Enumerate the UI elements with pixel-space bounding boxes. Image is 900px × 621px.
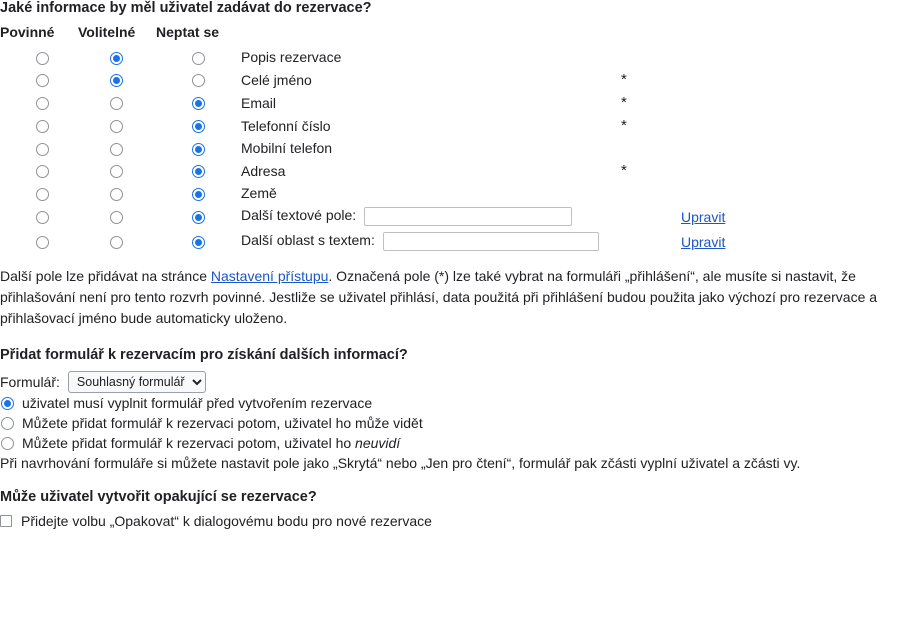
table-row (0, 204, 771, 229)
radio-required[interactable] (36, 211, 49, 224)
radio-optional-cell[interactable] (78, 229, 156, 254)
required-star: * (621, 71, 627, 88)
radio-optional[interactable] (110, 120, 123, 133)
required-star: * (621, 162, 627, 179)
radio-required-cell[interactable] (0, 46, 78, 68)
radio-dont-ask[interactable] (192, 97, 205, 110)
table-row (0, 68, 771, 91)
edit-cell (681, 137, 771, 159)
recurring-checkbox-row[interactable] (0, 505, 900, 529)
radio-dont-ask-cell[interactable] (156, 91, 241, 114)
table-row (0, 182, 771, 204)
field-label: Celé jméno (241, 71, 312, 88)
edit-cell (681, 182, 771, 204)
required-star: * (621, 117, 627, 134)
field-label: Další oblast s textem: (241, 232, 375, 249)
fields-section-title: Jaké informace by měl uživatel zadávat do rezervace? (0, 0, 372, 16)
edit-link-cell (681, 204, 771, 229)
required-star (621, 182, 681, 204)
radio-optional[interactable] (110, 236, 123, 249)
form-section-title: Přidat formulář k rezervacím pro získání dalších informací? (0, 347, 408, 363)
column-header-required: Povinné (0, 24, 55, 40)
radio-required[interactable] (36, 236, 49, 249)
info-paragraph (0, 254, 880, 329)
table-row (0, 46, 771, 68)
form-option-label (22, 435, 400, 451)
radio-dont-ask-cell[interactable] (156, 137, 241, 159)
access-settings-link[interactable]: Nastavení přístupu (210, 268, 329, 284)
radio-dont-ask[interactable] (192, 120, 205, 133)
field-label: Země (241, 185, 277, 201)
form-option-after-visible[interactable] (0, 413, 900, 433)
field-label: Mobilní telefon (241, 140, 333, 156)
radio-required-cell[interactable] (0, 114, 78, 137)
required-star (621, 46, 681, 68)
repeat-option-checkbox[interactable] (0, 515, 12, 527)
radio-required[interactable] (36, 74, 49, 87)
fields-table-wrapper (0, 16, 900, 254)
radio-optional[interactable] (110, 165, 123, 178)
radio-required-cell[interactable] (0, 159, 78, 182)
column-header-field (241, 24, 621, 46)
radio-optional-cell[interactable] (78, 137, 156, 159)
radio-optional[interactable] (110, 143, 123, 156)
table-row (0, 137, 771, 159)
radio-required[interactable] (36, 143, 49, 156)
radio-optional-cell[interactable] (78, 68, 156, 91)
edit-cell (681, 46, 771, 68)
radio-form-after-visible[interactable] (1, 417, 14, 430)
radio-dont-ask-cell[interactable] (156, 204, 241, 229)
radio-dont-ask[interactable] (192, 74, 205, 87)
info-paragraph-part2: . Označená pole (*) lze také vybrat na formuláři „přihlášení“, ale musíte si nastavit, že přihlašování není pro tento rozvrh povinné. Jestliže se uživatel přihlásí, data použitá při přihlášení budou použita jako výchozí pro rezervace a přihlašovací jméno bude automaticky uloženo. (0, 268, 878, 326)
radio-required-cell[interactable] (0, 229, 78, 254)
edit-cell (681, 68, 771, 91)
extra-text-field-input[interactable] (364, 207, 572, 226)
field-label-with-input (241, 204, 621, 229)
radio-optional-cell[interactable] (78, 159, 156, 182)
form-note: Při navrhování formuláře si můžete nastavit pole jako „Skrytá“ nebo „Jen pro čtení“, formulář pak zčásti vyplní uživatel a zčásti vy. (0, 455, 801, 471)
radio-optional-cell[interactable] (78, 182, 156, 204)
radio-optional[interactable] (110, 74, 123, 87)
recurring-section (0, 471, 900, 529)
radio-optional-cell[interactable] (78, 114, 156, 137)
edit-link[interactable]: Upravit (681, 233, 726, 250)
radio-optional-cell[interactable] (78, 91, 156, 114)
column-header-dont-ask: Neptat se (156, 24, 220, 40)
extra-textarea-field-input[interactable] (383, 232, 599, 251)
column-header-edit (681, 24, 771, 46)
field-label: Adresa (241, 162, 286, 179)
form-option-after-hidden[interactable] (0, 433, 900, 453)
table-row (0, 91, 771, 114)
radio-dont-ask[interactable] (192, 165, 205, 178)
radio-dont-ask-cell[interactable] (156, 46, 241, 68)
table-row (0, 114, 771, 137)
required-star (621, 204, 681, 229)
field-label: Další textové pole: (241, 207, 357, 224)
radio-required[interactable] (36, 165, 49, 178)
field-label-with-input (241, 229, 621, 254)
required-star (621, 137, 681, 159)
radio-required[interactable] (36, 120, 49, 133)
radio-optional[interactable] (110, 188, 123, 201)
form-option-before-creation[interactable] (0, 393, 900, 413)
repeat-option-label: Přidejte volbu „Opakovat“ k dialogovému bodu pro nové rezervace (21, 513, 432, 529)
field-label: Email (241, 94, 277, 111)
form-option-label-plain: Můžete přidat formulář k rezervaci potom, uživatel ho (22, 435, 356, 451)
form-option-label-italic: neuvidí (355, 435, 401, 451)
radio-required-cell[interactable] (0, 204, 78, 229)
radio-required[interactable] (36, 188, 49, 201)
radio-optional[interactable] (110, 52, 123, 65)
radio-dont-ask[interactable] (192, 52, 205, 65)
edit-link[interactable]: Upravit (681, 208, 726, 225)
radio-form-before-creation[interactable] (1, 397, 14, 410)
required-star (621, 229, 681, 254)
edit-cell (681, 91, 771, 114)
info-paragraph-part1: Další pole lze přidávat na stránce (0, 268, 211, 284)
radio-dont-ask-cell[interactable] (156, 159, 241, 182)
form-select-row (0, 363, 900, 393)
radio-form-after-hidden[interactable] (1, 437, 14, 450)
radio-dont-ask[interactable] (192, 211, 205, 224)
required-star: * (621, 94, 627, 111)
radio-dont-ask-cell[interactable] (156, 229, 241, 254)
form-option-label: uživatel musí vyplnit formulář před vytvořením rezervace (22, 395, 373, 411)
form-select[interactable] (68, 371, 206, 393)
radio-dont-ask[interactable] (192, 143, 205, 156)
radio-optional-cell[interactable] (78, 204, 156, 229)
radio-required-cell[interactable] (0, 182, 78, 204)
field-label: Popis rezervace (241, 49, 342, 65)
radio-required[interactable] (36, 52, 49, 65)
fields-table-header-row (0, 24, 771, 46)
edit-cell (681, 159, 771, 182)
column-header-star (621, 24, 681, 46)
radio-required-cell[interactable] (0, 68, 78, 91)
reservation-fields-table (0, 24, 771, 254)
radio-dont-ask-cell[interactable] (156, 68, 241, 91)
radio-dont-ask[interactable] (192, 236, 205, 249)
radio-optional-cell[interactable] (78, 46, 156, 68)
radio-dont-ask[interactable] (192, 188, 205, 201)
recurring-section-title: Může uživatel vytvořit opakující se rezervace? (0, 489, 317, 505)
edit-link-cell (681, 229, 771, 254)
form-section (0, 329, 900, 471)
edit-cell (681, 114, 771, 137)
form-select-label: Formulář: (0, 374, 60, 390)
radio-optional[interactable] (110, 211, 123, 224)
radio-dont-ask-cell[interactable] (156, 114, 241, 137)
radio-optional[interactable] (110, 97, 123, 110)
radio-required-cell[interactable] (0, 91, 78, 114)
table-row (0, 159, 771, 182)
column-header-optional: Volitelné (78, 24, 136, 40)
form-option-label: Můžete přidat formulář k rezervaci potom, uživatel ho může vidět (22, 415, 423, 431)
radio-required[interactable] (36, 97, 49, 110)
radio-dont-ask-cell[interactable] (156, 182, 241, 204)
table-row (0, 229, 771, 254)
radio-required-cell[interactable] (0, 137, 78, 159)
field-label: Telefonní číslo (241, 117, 331, 134)
